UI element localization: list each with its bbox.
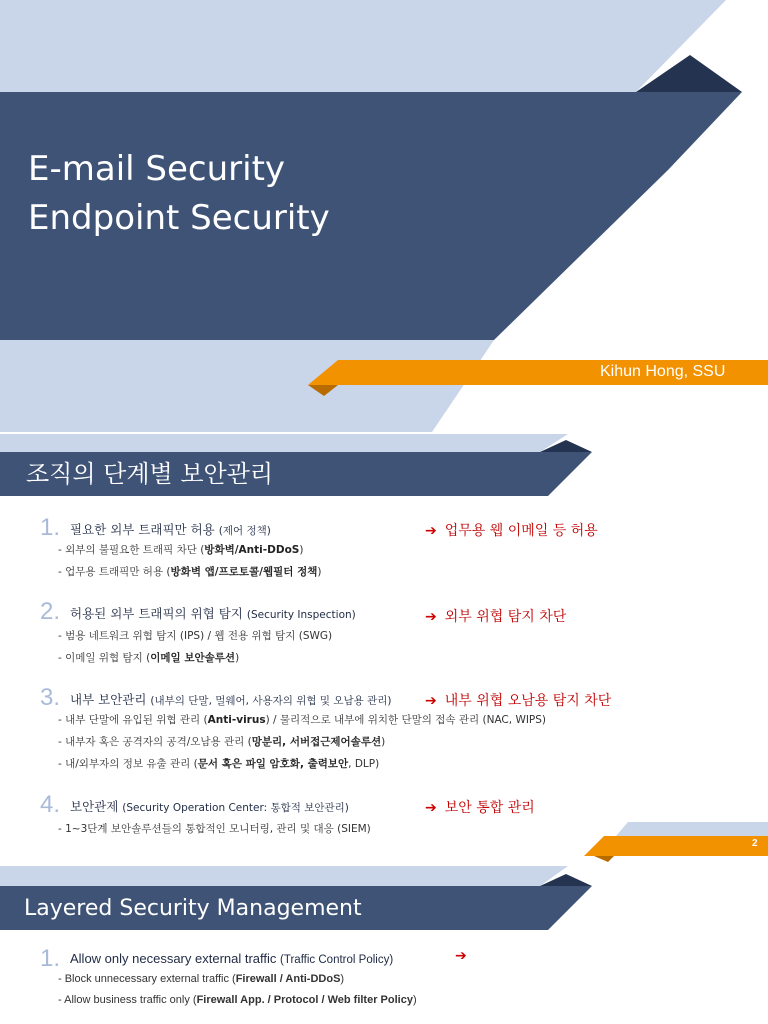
page-number: 2 xyxy=(752,838,758,849)
item-number: 4. xyxy=(40,791,61,818)
slide2-title: 조직의 단계별 보안관리 xyxy=(26,460,274,488)
slide2-top-light-band xyxy=(0,434,568,452)
item-sub: - 내부 단말에 유입된 위협 관리 (Anti-virus) / 물리적으로 내부에 위치한 단말의 접속 관리 (NAC, WIPS) xyxy=(58,714,547,726)
item-2-arrow-note: ➔ 외부 위협 탐지 차단 xyxy=(425,609,567,625)
item-sub: - 업무용 트래픽만 허용 (방화벽 앱/프로토콜/웹필터 정책) xyxy=(58,566,322,578)
slide3-title: Layered Security Management xyxy=(24,896,362,921)
item-heading: Allow only necessary external traffic (Traffic Control Policy) xyxy=(70,951,394,966)
slide3-top-light-band xyxy=(0,866,568,886)
item-4-arrow-note: ➔ 보안 통합 관리 xyxy=(425,800,535,816)
item-heading: 허용된 외부 트래픽의 위협 탐지 (Security Inspection) xyxy=(70,606,356,621)
slide2-orange-fold xyxy=(594,856,614,862)
item-number: 1. xyxy=(40,514,61,541)
item-heading: 보안관제 (Security Operation Center: 통합적 보안관리) xyxy=(70,799,349,814)
item-sub: - 범용 네트워크 위협 탐지 (IPS) / 웹 전용 위협 탐지 (SWG) xyxy=(58,630,333,642)
item-3-arrow-note: ➔ 내부 위협 오남용 탐지 차단 xyxy=(425,693,612,709)
item-heading: 내부 보안관리 (내부의 단말, 멀웨어, 사용자의 위협 및 오남용 관리) xyxy=(70,692,392,707)
item-number: 3. xyxy=(40,684,61,711)
item-sub: - 외부의 불필요한 트래픽 차단 (방화벽/Anti-DDoS) xyxy=(58,544,304,556)
item-number: 2. xyxy=(40,598,61,625)
item-sub: - 내부자 혹은 공격자의 공격/오남용 관리 (망분리, 서버접근제어솔루션) xyxy=(58,736,386,748)
right-arrow-icon: ➔ xyxy=(425,609,437,625)
right-arrow-icon: ➔ xyxy=(455,948,467,964)
slide1-title xyxy=(28,145,330,243)
item-heading: 필요한 외부 트래픽만 허용 (제어 정책) xyxy=(70,522,271,537)
slide2-orange-bar xyxy=(584,836,768,856)
right-arrow-icon: ➔ xyxy=(425,693,437,709)
item-sub: - Block unnecessary external traffic (Firewall / Anti-DDoS) xyxy=(58,973,345,985)
right-arrow-icon: ➔ xyxy=(425,800,437,816)
item-sub: - 이메일 위협 탐지 (이메일 보안솔루션) xyxy=(58,652,240,664)
item-number: 1. xyxy=(40,945,61,972)
right-arrow-icon: ➔ xyxy=(425,523,437,539)
item-sub: - 내/외부자의 정보 유출 관리 (문서 혹은 파일 암호화, 출력보안, DLP) xyxy=(58,758,380,770)
slide1-title-line1: E-mail Security xyxy=(28,149,286,189)
slide3-item-1-arrow xyxy=(455,948,475,964)
item-sub: - 1~3단계 보안솔루션들의 통합적인 모니터링, 관리 및 대응 (SIEM) xyxy=(58,823,371,835)
slide1-top-light-band xyxy=(0,0,726,92)
slide2-light-corner xyxy=(616,822,768,836)
item-1-arrow-note: ➔ 업무용 웹 이메일 등 허용 xyxy=(425,523,598,539)
item-sub: - Allow business traffic only (Firewall App. / Protocol / Web filter Policy) xyxy=(58,994,417,1006)
slide1-author: Kihun Hong, SSU xyxy=(600,363,726,380)
slide1-title-line2: Endpoint Security xyxy=(28,198,330,238)
slide1-bottom-light-band xyxy=(0,340,494,432)
